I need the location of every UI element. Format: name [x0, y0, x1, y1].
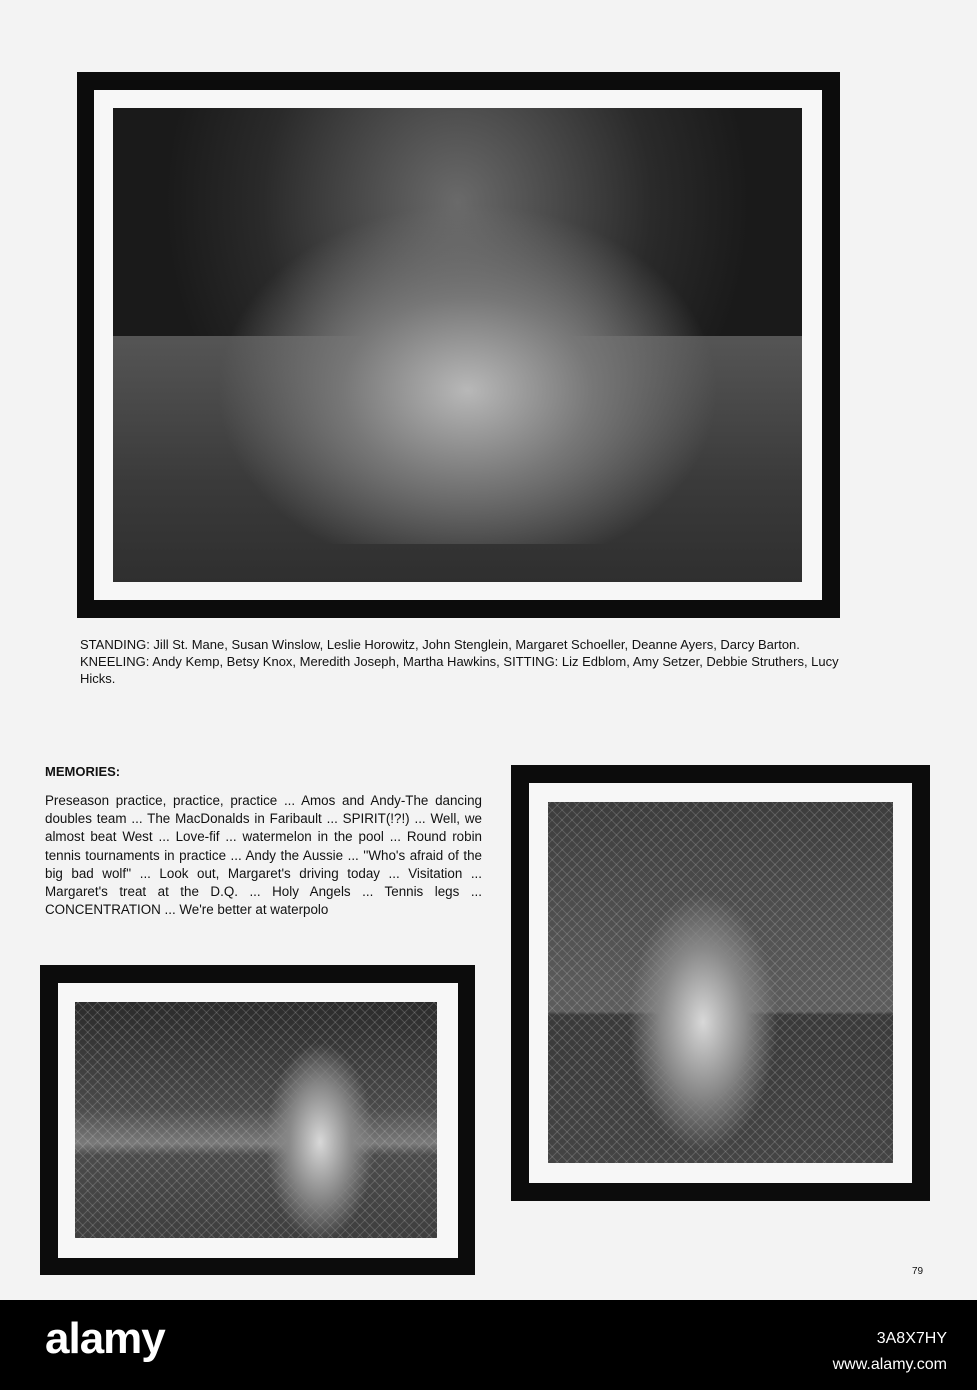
watermark-bar [0, 1300, 977, 1390]
page-number: 79 [912, 1266, 924, 1277]
tennis-player-photo-left [75, 1002, 437, 1238]
team-photo-caption: STANDING: Jill St. Mane, Susan Winslow, Leslie Horowitz, John Stenglein, Margaret Schoeller, Deanne Ayers, Darcy Barton. KNEELING: Andy Kemp, Betsy Knox, Meredith Joseph, Martha Hawkins, SITTING: Liz Edblom, Amy Setzer, Debbie Struthers, Lucy Hicks. [80, 637, 839, 686]
memories-heading: MEMORIES: [45, 764, 121, 779]
tennis-player-photo-right [548, 802, 893, 1163]
alamy-logo: alamy [45, 1314, 165, 1363]
image-id: 3A8X7HY [876, 1330, 947, 1347]
watermark-url: www.alamy.com [832, 1356, 947, 1373]
team-photo [113, 108, 802, 582]
memories-text: Preseason practice, practice, practice ... Amos and Andy-The dancing doubles team ... The MacDonalds in Faribault ... SPIRIT(!?!) ... Well, we almost beat West ... Love-fif ... watermelon in the pool ... Round robin tennis tournaments in practice ... Andy the Aussie ... ''Who's afraid of the big bad wolf'' ... Look out, Margaret's driving today ... Visitation ... Margaret's treat at the D.Q. ... Holy Angels ... Tennis legs ... CONCENTRATION ... We're better at waterpolo [45, 793, 482, 918]
